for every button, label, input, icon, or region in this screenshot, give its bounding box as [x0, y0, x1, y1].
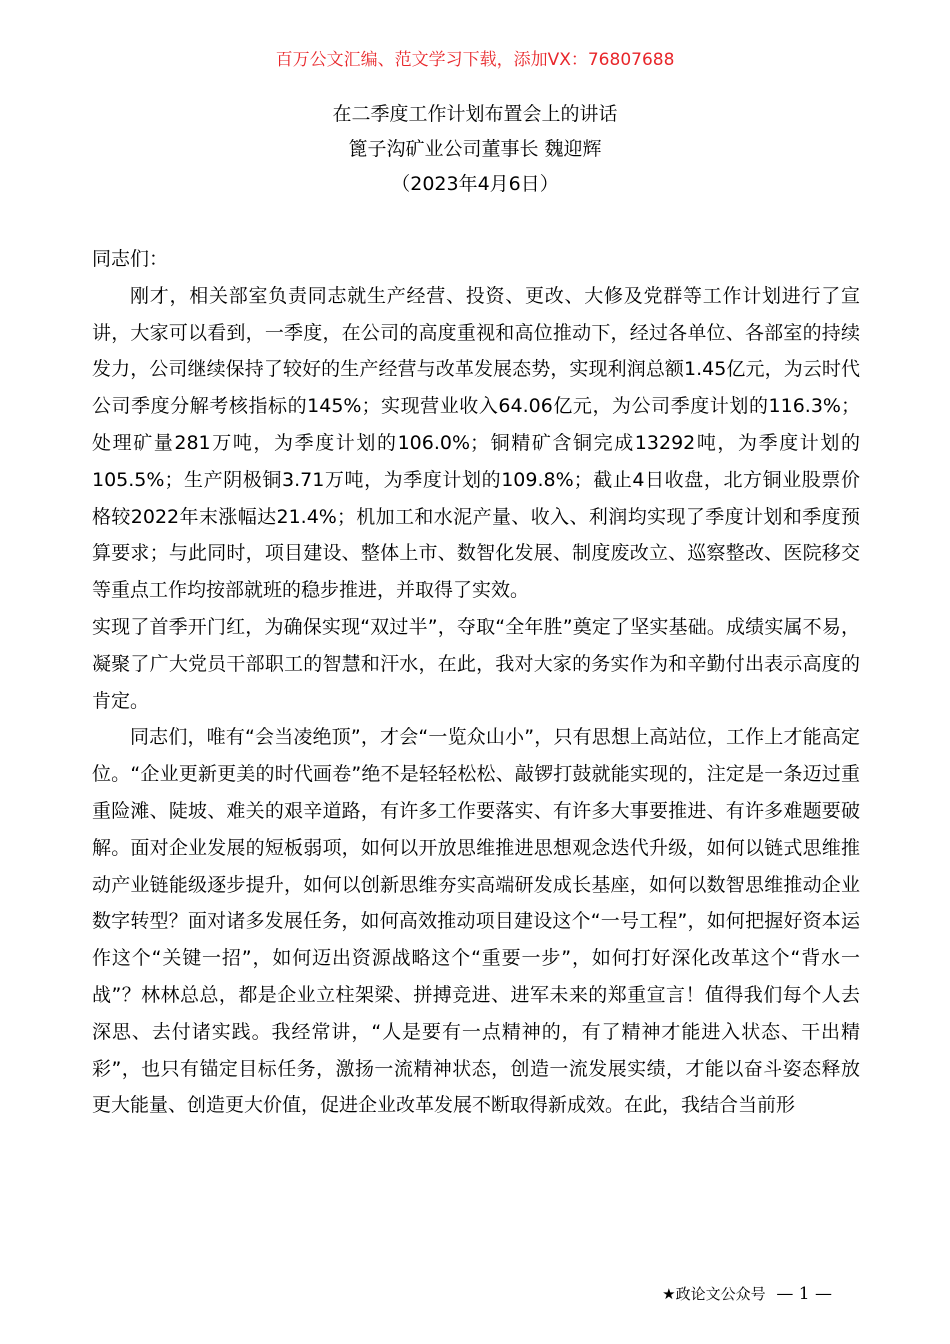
document-title-block: [0, 97, 950, 202]
document-body: [92, 241, 860, 1124]
page-number: — 1 —: [776, 1284, 832, 1304]
document-title: 在二季度工作计划布置会上的讲话: [332, 103, 618, 125]
author-line: 篦子沟矿业公司董事长 魏迎辉: [348, 138, 602, 160]
date-line: （2023年4月6日）: [391, 173, 559, 195]
watermark-banner: 百万公文汇编、范文学习下载，添加VX：76807688: [275, 50, 675, 70]
paragraph: 同志们，唯有“会当凌绝顶”，才会“一览众山小”，只有思想上高站位，工作上才能高定位。“企业更新更美的时代画卷”绝不是轻轻松松、敲锣打鼓就能实现的，注定是一条迈过重重险滩、陡坡、难关的艰辛道路，有许多工作要落实、有许多大事要推进、有许多难题要破解。面对企业发展的短板弱项，如何以开放思维推进思想观念迭代升级，如何以链式思维推动产业链能级逐步提升，如何以创新思维夯实高端研发成长基座，如何以数智思维推动企业数字转型？面对诸多发展任务，如何高效推动项目建设这个“一号工程”，如何把握好资本运作这个“关键一招”，如何迈出资源战略这个“重要一步”，如何打好深化改革这个“背水一战”？林林总总，都是企业立柱架梁、拼搏竞进、进军未来的郑重宣言！值得我们每个人去深思、去付诸实践。我经常讲，“人是要有一点精神的，有了精神才能进入状态、干出精彩”，也只有锚定目标任务，激扬一流精神状态，创造一流发展实绩，才能以奋斗姿态释放更大能量、创造更大价值，促进企业改革发展不断取得新成效。在此，我结合当前形: [92, 726, 860, 1117]
footer-source: ★政论文公众号: [662, 1285, 766, 1303]
salutation: 同志们：: [92, 248, 169, 270]
page-footer: [662, 1283, 832, 1305]
paragraph: 刚才，相关部室负责同志就生产经营、投资、更改、大修及党群等工作计划进行了宣讲，大家可以看到，一季度，在公司的高度重视和高位推动下，经过各单位、各部室的持续发力，公司继续保持了较好的生产经营与改革发展态势，实现利润总额1.45亿元，为云时代公司季度分解考核指标的145%；实现营业收入64.06亿元，为公司季度计划的116.3%；处理矿量281万吨，为季度计划的106.0%；铜精矿含铜完成13292吨，为季度计划的105.5%；生产阴极铜3.71万吨，为季度计划的109.8%；截止4日收盘，北方铜业股票价格较2022年末涨幅达21.4%；机加工和水泥产量、收入、利润均实现了季度计划和季度预算要求；与此同时，项目建设、整体上市、数智化发展、制度废改立、巡察整改、医院移交等重点工作均按部就班的稳步推进，并取得了实效。: [92, 284, 860, 602]
paragraph: 实现了首季开门红，为确保实现“双过半”，夺取“全年胜”奠定了坚实基础。成绩实属不易，凝聚了广大党员干部职工的智慧和汗水，在此，我对大家的务实作为和辛勤付出表示高度的肯定。: [92, 615, 860, 712]
